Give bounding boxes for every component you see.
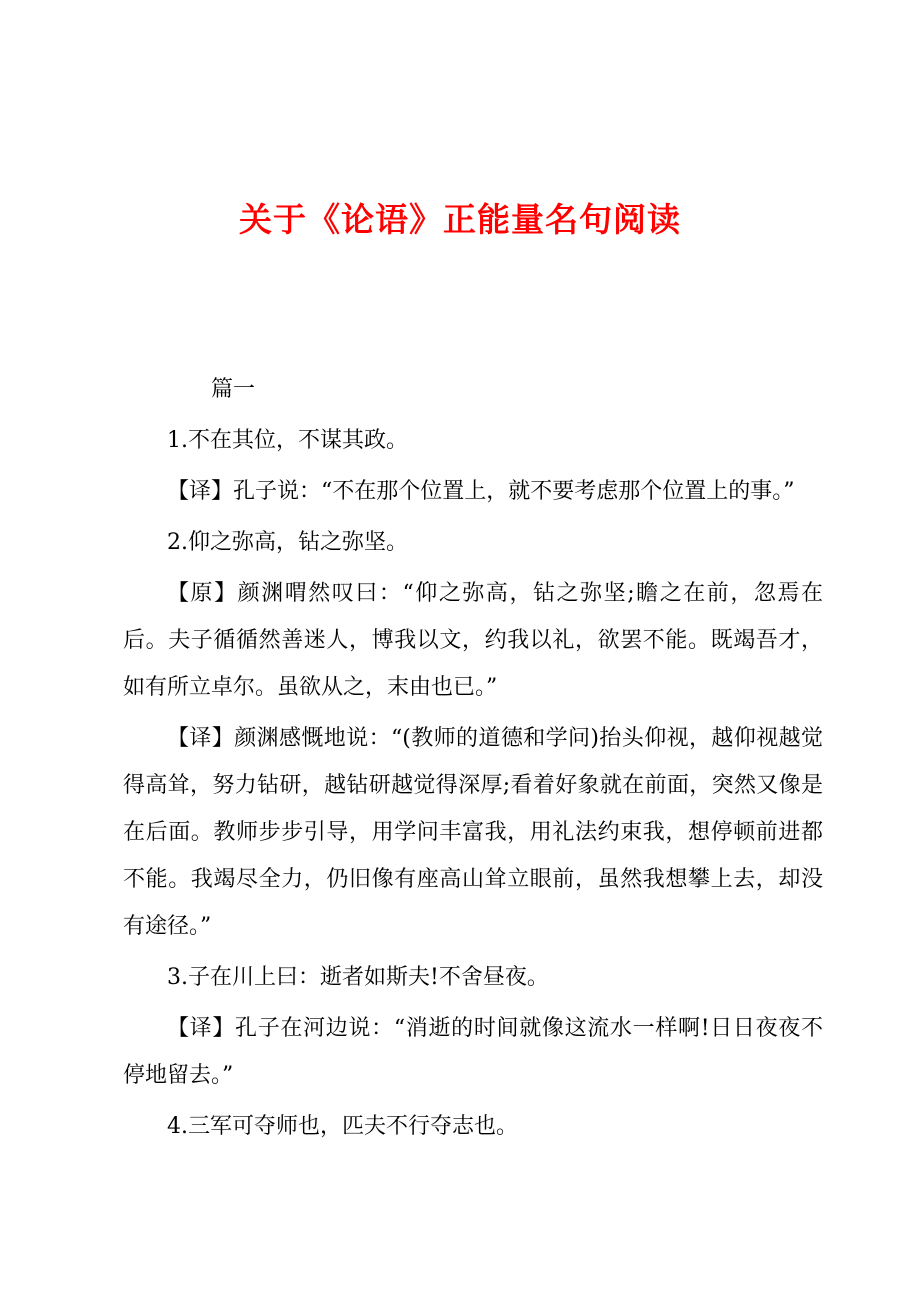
section-heading: 篇一	[211, 377, 256, 402]
translation-1: 【译】孔子说：“不在那个位置上，就不要考虑那个位置上的事。”	[167, 479, 795, 504]
translation-2: 【译】颜渊感慨地说：“(教师的道德和学问)抬头仰视，越仰视越觉得高耸，努力钻研，越钻研越觉得深厚;看着好象就在前面，突然又像是在后面。教师步步引导，用学问丰富我，用礼法约束我，想停顿前进都不能。我竭尽全力，仍旧像有座高山耸立眼前，虽然我想攀上去，却没有途径。”	[123, 726, 823, 939]
quote-3: 3.子在川上曰：逝者如斯夫!不舍昼夜。	[167, 965, 549, 990]
original-2: 【原】颜渊喟然叹曰：“仰之弥高，钻之弥坚;瞻之在前，忽焉在后。夫子循循然善迷人，博我以文，约我以礼，欲罢不能。既竭吾才，如有所立卓尔。虽欲从之，末由也已。”	[123, 581, 823, 700]
document-title: 关于《论语》正能量名句阅读	[239, 200, 681, 239]
quote-1: 1.不在其位，不谋其政。	[167, 428, 408, 453]
translation-3: 【译】孔子在河边说：“消逝的时间就像这流水一样啊!日日夜夜不停地留去。”	[123, 1016, 823, 1088]
quote-4: 4.三军可夺师也，匹夫不行夺志也。	[167, 1114, 518, 1139]
document-body	[123, 366, 823, 1150]
quote-2: 2.仰之弥高，钻之弥坚。	[167, 530, 408, 555]
